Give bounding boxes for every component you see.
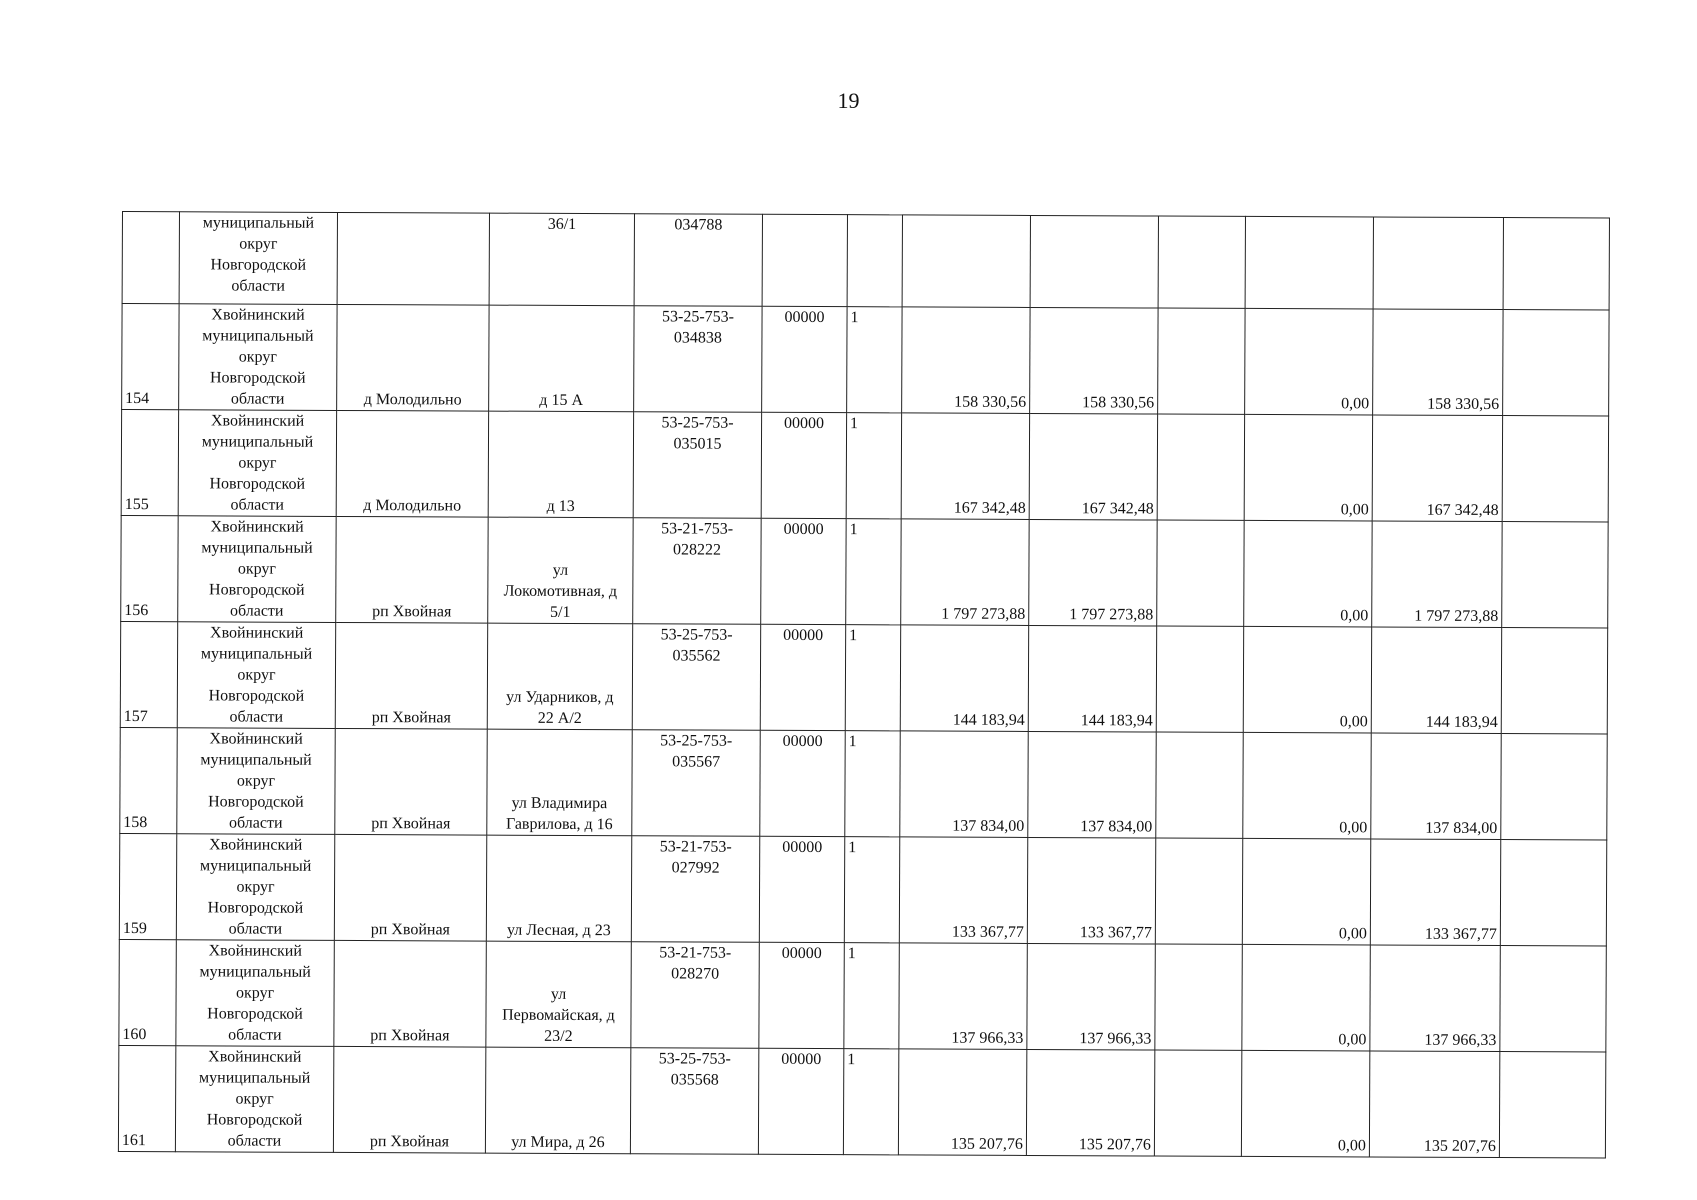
cell-code bbox=[631, 942, 759, 1049]
cell-code bbox=[634, 306, 762, 413]
cell-code bbox=[633, 518, 761, 625]
address-line: Локомотивная, д bbox=[503, 582, 618, 601]
cell-municipality bbox=[175, 1046, 333, 1153]
cell-extra bbox=[1500, 840, 1606, 946]
code-line: 53-25-753- bbox=[662, 308, 735, 326]
address-line: Гаврилова, д 16 bbox=[505, 815, 613, 834]
cell-qty: 1 bbox=[843, 1049, 898, 1155]
cell-amount-1: 137 834,00 bbox=[900, 731, 1028, 838]
cell-qty: 1 bbox=[844, 943, 899, 1049]
table-row bbox=[121, 515, 1608, 627]
cell-municipality bbox=[176, 940, 334, 1047]
cell-zeros: 00000 bbox=[759, 836, 844, 942]
cell-extra bbox=[1499, 1052, 1605, 1158]
cell-amount-2: 133 367,77 bbox=[1027, 837, 1155, 944]
municipality-line: муниципальный bbox=[199, 963, 311, 981]
municipality-line: Новгородской bbox=[208, 793, 304, 811]
cell-address bbox=[487, 729, 632, 836]
cell-amount-2: 137 834,00 bbox=[1028, 731, 1156, 838]
cell-amount-3 bbox=[1157, 414, 1244, 520]
cell-settlement: рп Хвойная bbox=[333, 1046, 485, 1153]
municipality-line: Хвойнинский bbox=[209, 836, 303, 854]
cell-settlement: рп Хвойная bbox=[334, 940, 486, 1047]
address-line: ул Мира, д 26 bbox=[511, 1133, 605, 1152]
municipality-line: области bbox=[228, 1026, 282, 1044]
cell-settlement: д Молодильно bbox=[337, 304, 489, 411]
cell-address bbox=[488, 517, 633, 624]
code-line: 027992 bbox=[671, 859, 720, 877]
cell-extra bbox=[1503, 310, 1609, 416]
municipality-line: Хвойнинский bbox=[211, 306, 305, 324]
cell-amount-3 bbox=[1154, 1050, 1241, 1156]
cell-code bbox=[632, 730, 760, 837]
cell-address bbox=[488, 411, 633, 518]
municipality-line: области bbox=[230, 496, 284, 514]
municipality-line: Хвойнинский bbox=[210, 518, 304, 536]
municipality-line: муниципальный bbox=[199, 1069, 311, 1087]
municipality-line: Новгородской bbox=[208, 687, 305, 705]
cell-amount-3 bbox=[1156, 626, 1243, 732]
cell-zeros: 00000 bbox=[760, 624, 845, 730]
code-line: 53-25-753- bbox=[661, 414, 734, 432]
code-line: 53-21-753- bbox=[661, 520, 734, 538]
cell-address bbox=[487, 623, 632, 730]
municipality-line: области bbox=[231, 277, 285, 295]
code-line: 035562 bbox=[672, 647, 721, 665]
cell-amount-3 bbox=[1158, 216, 1245, 308]
cell-zeros: 00000 bbox=[761, 412, 846, 518]
cell-qty: 1 bbox=[846, 519, 901, 625]
municipality-line: области bbox=[230, 390, 285, 408]
code-line: 035567 bbox=[672, 753, 721, 771]
municipality-line: Новгородской bbox=[207, 1005, 303, 1023]
address-line: д 15 А bbox=[539, 391, 584, 410]
cell-municipality bbox=[176, 834, 334, 941]
cell-amount-4: 0,00 bbox=[1243, 732, 1371, 839]
cell-number: 160 bbox=[119, 939, 176, 1045]
cell-amount-5: 158 330,56 bbox=[1373, 309, 1503, 416]
municipality-line: Хвойнинский bbox=[209, 624, 304, 642]
cell-address bbox=[485, 1047, 630, 1154]
cell-municipality bbox=[178, 516, 336, 623]
code-line: 034838 bbox=[673, 329, 722, 347]
cell-qty: 1 bbox=[844, 837, 899, 943]
cell-zeros: 00000 bbox=[760, 730, 845, 836]
table-row bbox=[120, 621, 1607, 733]
cell-amount-5: 135 207,76 bbox=[1369, 1051, 1499, 1158]
address-line: ул Лесная, д 23 bbox=[506, 921, 611, 940]
cell-amount-3 bbox=[1155, 944, 1242, 1050]
code-line: 53-25-753- bbox=[658, 1050, 731, 1068]
municipality-line: Хвойнинский bbox=[208, 942, 302, 960]
cell-amount-2 bbox=[1030, 215, 1158, 308]
cell-settlement: рп Хвойная bbox=[335, 728, 487, 835]
cell-settlement bbox=[337, 212, 489, 305]
cell-address bbox=[489, 305, 634, 412]
cell-extra bbox=[1501, 628, 1607, 734]
cell-amount-1: 135 207,76 bbox=[898, 1049, 1026, 1156]
cell-amount-4: 0,00 bbox=[1242, 944, 1370, 1051]
municipality-line: области bbox=[229, 602, 284, 620]
cell-amount-1: 158 330,56 bbox=[902, 307, 1030, 414]
address-line: Первомайская, д bbox=[502, 1006, 615, 1025]
municipality-line: муниципальный bbox=[199, 857, 312, 875]
code-line: 53-25-753- bbox=[660, 732, 733, 750]
cell-qty: 1 bbox=[846, 413, 901, 519]
cell-zeros: 00000 bbox=[759, 942, 844, 1048]
cell-amount-1 bbox=[902, 215, 1030, 308]
municipality-line: округ bbox=[238, 348, 277, 366]
municipality-line: округ bbox=[235, 984, 275, 1002]
municipality-line: Хвойнинский bbox=[209, 730, 303, 748]
cell-number bbox=[122, 212, 179, 304]
municipality-line: Новгородской bbox=[209, 581, 305, 599]
municipality-line: Хвойнинский bbox=[208, 1048, 302, 1066]
cell-amount-4: 0,00 bbox=[1242, 838, 1370, 945]
municipality-line: округ bbox=[239, 235, 278, 253]
cell-municipality bbox=[177, 622, 335, 729]
table-body bbox=[118, 212, 1609, 1158]
cell-qty: 1 bbox=[845, 731, 900, 837]
cell-number: 154 bbox=[122, 304, 179, 410]
cell-settlement: д Молодильно bbox=[336, 410, 488, 517]
table-row bbox=[118, 1045, 1605, 1157]
cell-municipality bbox=[179, 212, 337, 305]
cell-amount-5: 1 797 273,88 bbox=[1372, 521, 1502, 628]
cell-extra bbox=[1502, 522, 1608, 628]
address-line: ул bbox=[552, 561, 569, 579]
cell-zeros bbox=[762, 214, 847, 306]
register-table bbox=[118, 211, 1610, 1158]
cell-amount-5: 137 966,33 bbox=[1370, 945, 1500, 1052]
cell-qty: 1 bbox=[845, 625, 900, 731]
table-row bbox=[120, 727, 1607, 839]
code-line: 035015 bbox=[673, 435, 722, 453]
cell-amount-3 bbox=[1155, 838, 1242, 944]
cell-amount-2: 144 183,94 bbox=[1028, 625, 1156, 732]
cell-amount-2: 1 797 273,88 bbox=[1029, 519, 1157, 626]
municipality-line: округ bbox=[237, 560, 277, 578]
cell-amount-2: 158 330,56 bbox=[1030, 307, 1158, 414]
address-line: 5/1 bbox=[549, 603, 571, 621]
municipality-line: области bbox=[229, 708, 284, 726]
cell-code bbox=[631, 836, 759, 943]
address-line: ул Владимира bbox=[511, 794, 608, 813]
cell-zeros: 00000 bbox=[761, 518, 846, 624]
cell-settlement: рп Хвойная bbox=[336, 516, 488, 623]
cell-amount-3 bbox=[1157, 520, 1244, 626]
cell-amount-1: 167 342,48 bbox=[901, 413, 1029, 520]
table-row bbox=[121, 410, 1608, 522]
municipality-line: Новгородской bbox=[206, 1111, 303, 1129]
cell-number: 159 bbox=[119, 833, 176, 939]
code-line: 028222 bbox=[672, 541, 722, 559]
municipality-line: муниципальный bbox=[202, 214, 315, 232]
cell-amount-1: 137 966,33 bbox=[899, 943, 1027, 1050]
cell-amount-5 bbox=[1373, 217, 1503, 310]
municipality-line: округ bbox=[236, 878, 275, 896]
cell-amount-4: 0,00 bbox=[1244, 520, 1372, 627]
cell-code bbox=[632, 624, 760, 731]
cell-settlement: рп Хвойная bbox=[335, 622, 487, 729]
cell-amount-5: 144 183,94 bbox=[1371, 627, 1501, 734]
cell-address bbox=[486, 941, 631, 1048]
code-line: 53-21-753- bbox=[659, 944, 732, 962]
cell-amount-2: 137 966,33 bbox=[1027, 943, 1155, 1050]
cell-qty: 1 bbox=[847, 307, 902, 413]
cell-extra bbox=[1501, 734, 1607, 840]
cell-amount-4: 0,00 bbox=[1244, 414, 1372, 521]
cell-number: 161 bbox=[118, 1045, 175, 1151]
cell-settlement: рп Хвойная bbox=[334, 834, 486, 941]
table-row bbox=[119, 833, 1606, 945]
table-row bbox=[122, 304, 1609, 416]
address-line: 22 А/2 bbox=[537, 709, 582, 728]
address-line: ул bbox=[550, 985, 567, 1003]
cell-qty bbox=[847, 215, 902, 307]
cell-code bbox=[630, 1048, 758, 1155]
cell-address: 36/1 bbox=[489, 213, 634, 306]
municipality-line: Новгородской bbox=[209, 369, 306, 387]
municipality-line: Новгородской bbox=[209, 475, 306, 493]
address-line: д 13 bbox=[546, 497, 575, 515]
cell-address bbox=[486, 835, 631, 942]
municipality-line: области bbox=[229, 814, 283, 832]
cell-amount-5: 167 342,48 bbox=[1372, 415, 1502, 522]
municipality-line: Новгородской bbox=[210, 256, 307, 274]
cell-extra bbox=[1500, 946, 1606, 1052]
address-line: 23/2 bbox=[544, 1027, 573, 1045]
municipality-line: Хвойнинский bbox=[210, 412, 305, 430]
cell-zeros: 00000 bbox=[762, 306, 847, 412]
page-number: 19 bbox=[837, 88, 860, 113]
cell-amount-4: 0,00 bbox=[1243, 626, 1371, 733]
cell-extra bbox=[1502, 416, 1608, 522]
cell-code: 034788 bbox=[634, 214, 762, 307]
cell-code bbox=[633, 412, 761, 519]
cell-amount-1: 144 183,94 bbox=[900, 625, 1028, 732]
municipality-line: муниципальный bbox=[201, 539, 313, 557]
code-line: 035568 bbox=[670, 1071, 719, 1089]
table-row bbox=[119, 939, 1606, 1051]
cell-amount-2: 135 207,76 bbox=[1026, 1049, 1154, 1156]
cell-amount-5: 133 367,77 bbox=[1370, 839, 1500, 946]
cell-amount-2: 167 342,48 bbox=[1029, 413, 1157, 520]
municipality-line: Новгородской bbox=[207, 899, 304, 917]
code-line: 53-21-753- bbox=[659, 838, 732, 856]
municipality-line: области bbox=[227, 1132, 282, 1150]
cell-amount-1: 133 367,77 bbox=[899, 837, 1027, 944]
cell-amount-3 bbox=[1156, 732, 1243, 838]
municipality-line: муниципальный bbox=[200, 645, 313, 663]
cell-municipality bbox=[179, 304, 337, 411]
cell-number: 157 bbox=[120, 621, 177, 727]
code-line: 028270 bbox=[671, 965, 720, 983]
cell-amount-4 bbox=[1245, 216, 1373, 309]
municipality-line: муниципальный bbox=[201, 433, 314, 451]
code-line: 53-25-753- bbox=[660, 626, 733, 644]
cell-number: 156 bbox=[121, 515, 178, 621]
address-line: ул Ударников, д bbox=[506, 688, 614, 707]
municipality-line: округ bbox=[238, 454, 277, 472]
cell-amount-4: 0,00 bbox=[1245, 308, 1373, 415]
municipality-line: муниципальный bbox=[202, 327, 314, 345]
table-row-continuation bbox=[122, 212, 1609, 310]
cell-amount-5: 137 834,00 bbox=[1371, 733, 1501, 840]
cell-extra bbox=[1503, 218, 1609, 310]
cell-amount-3 bbox=[1158, 308, 1245, 414]
cell-number: 155 bbox=[121, 410, 178, 516]
municipality-line: округ bbox=[235, 1090, 274, 1108]
cell-amount-1: 1 797 273,88 bbox=[901, 519, 1029, 626]
cell-municipality bbox=[177, 728, 335, 835]
cell-zeros: 00000 bbox=[758, 1048, 843, 1154]
cell-amount-4: 0,00 bbox=[1241, 1050, 1369, 1157]
municipality-line: муниципальный bbox=[200, 751, 312, 769]
municipality-line: области bbox=[228, 920, 283, 938]
municipality-line: округ bbox=[236, 772, 276, 790]
municipality-line: округ bbox=[237, 666, 276, 684]
cell-number: 158 bbox=[120, 727, 177, 833]
cell-municipality bbox=[178, 410, 336, 517]
